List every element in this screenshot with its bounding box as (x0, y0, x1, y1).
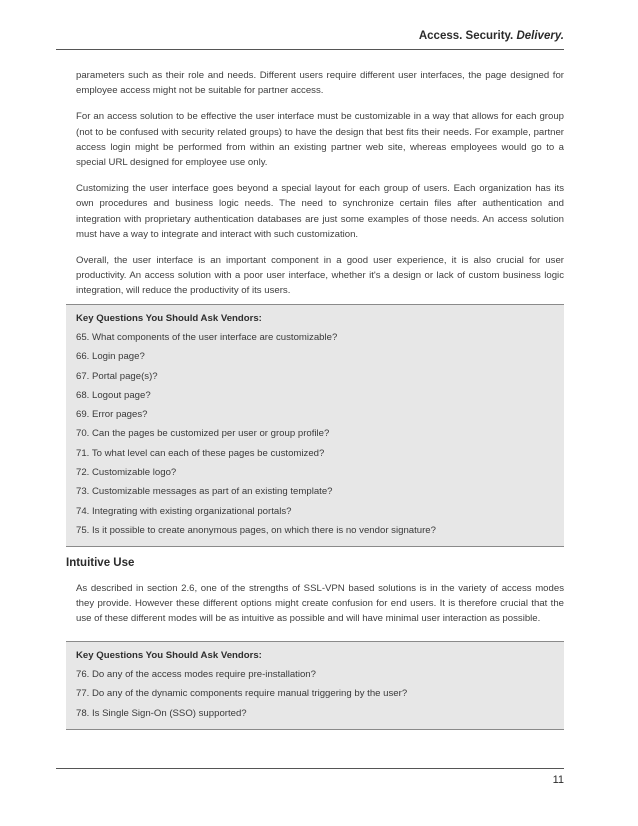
footer-divider (56, 768, 564, 769)
header-tagline: Access. Security. (418, 30, 514, 42)
key-questions-box (66, 641, 564, 730)
box-title: Key Questions You Should Ask Vendors: (76, 650, 262, 661)
question-list (76, 330, 554, 542)
question-item: 67. Portal page(s)? (76, 370, 158, 382)
question-item: 77. Do any of the dynamic components require manual triggering by the user? (76, 688, 408, 700)
box-title: Key Questions You Should Ask Vendors: (76, 313, 262, 324)
question-item: 68. Logout page? (76, 389, 151, 401)
question-item: 73. Customizable messages as part of an existing template? (76, 486, 333, 498)
question-item: 65. What components of the user interface are customizable? (76, 332, 338, 343)
question-item: 75. Is it possible to create anonymous pages, on which there is no vendor signature? (76, 524, 436, 536)
paragraph: Customizing the user interface goes beyond a special layout for each group of users. Each organization has its own procedures and business logic needs. The need to synchronize certain files after authentication and integration with proprietary authentication databases are just some examples of those needs. An access solution must have a way to integrate and interact with such customization. (76, 183, 564, 240)
page-header (56, 30, 564, 42)
question-item: 66. Login page? (76, 351, 145, 363)
question-item: 71. To what level can each of these pages be customized? (76, 447, 325, 459)
question-item: 78. Is Single Sign-On (SSO) supported? (76, 707, 247, 719)
paragraph: Overall, the user interface is an important component in a good user experience, it is also crucial for user productivity. An access solution with a poor user interface, whether it's a design or lack of custom business logic integration, will reduce the productivity of its users. (76, 255, 564, 297)
paragraph: As described in section 2.6, one of the strengths of SSL-VPN based solutions is in the variety of access modes they provide. However these different options might create confusion for end users. It is therefore crucial that the use of these different modes will be as intuitive as possible and will have minimal user interaction as possible. (76, 583, 564, 625)
page-number: 11 (552, 774, 564, 786)
section-body (76, 581, 564, 638)
question-item: 72. Customizable logo? (76, 467, 177, 479)
paragraph: For an access solution to be effective the user interface must be customizable in a way that allows for each group (not to be confused with security related groups) to have the design that best fits their needs. For example, partner access login might be performed from within an existing partner web site, whereas employees would go to a special URL designed for employee use only. (76, 111, 564, 169)
question-item: 69. Error pages? (76, 409, 148, 421)
question-item: 76. Do any of the access modes require pre-installation? (76, 669, 316, 680)
header-divider (56, 49, 564, 50)
section-heading: Intuitive Use (66, 557, 135, 569)
header-tagline-emphasis: Delivery. (516, 30, 564, 42)
body-text (76, 68, 564, 310)
paragraph: parameters such as their role and needs. Different users require different user interfaces, the page designed for employee access might not be suitable for partner access. (76, 70, 564, 97)
question-item: 74. Integrating with existing organizational portals? (76, 505, 292, 517)
question-list (76, 667, 554, 725)
key-questions-box (66, 304, 564, 547)
question-item: 70. Can the pages be customized per user or group profile? (76, 428, 330, 440)
